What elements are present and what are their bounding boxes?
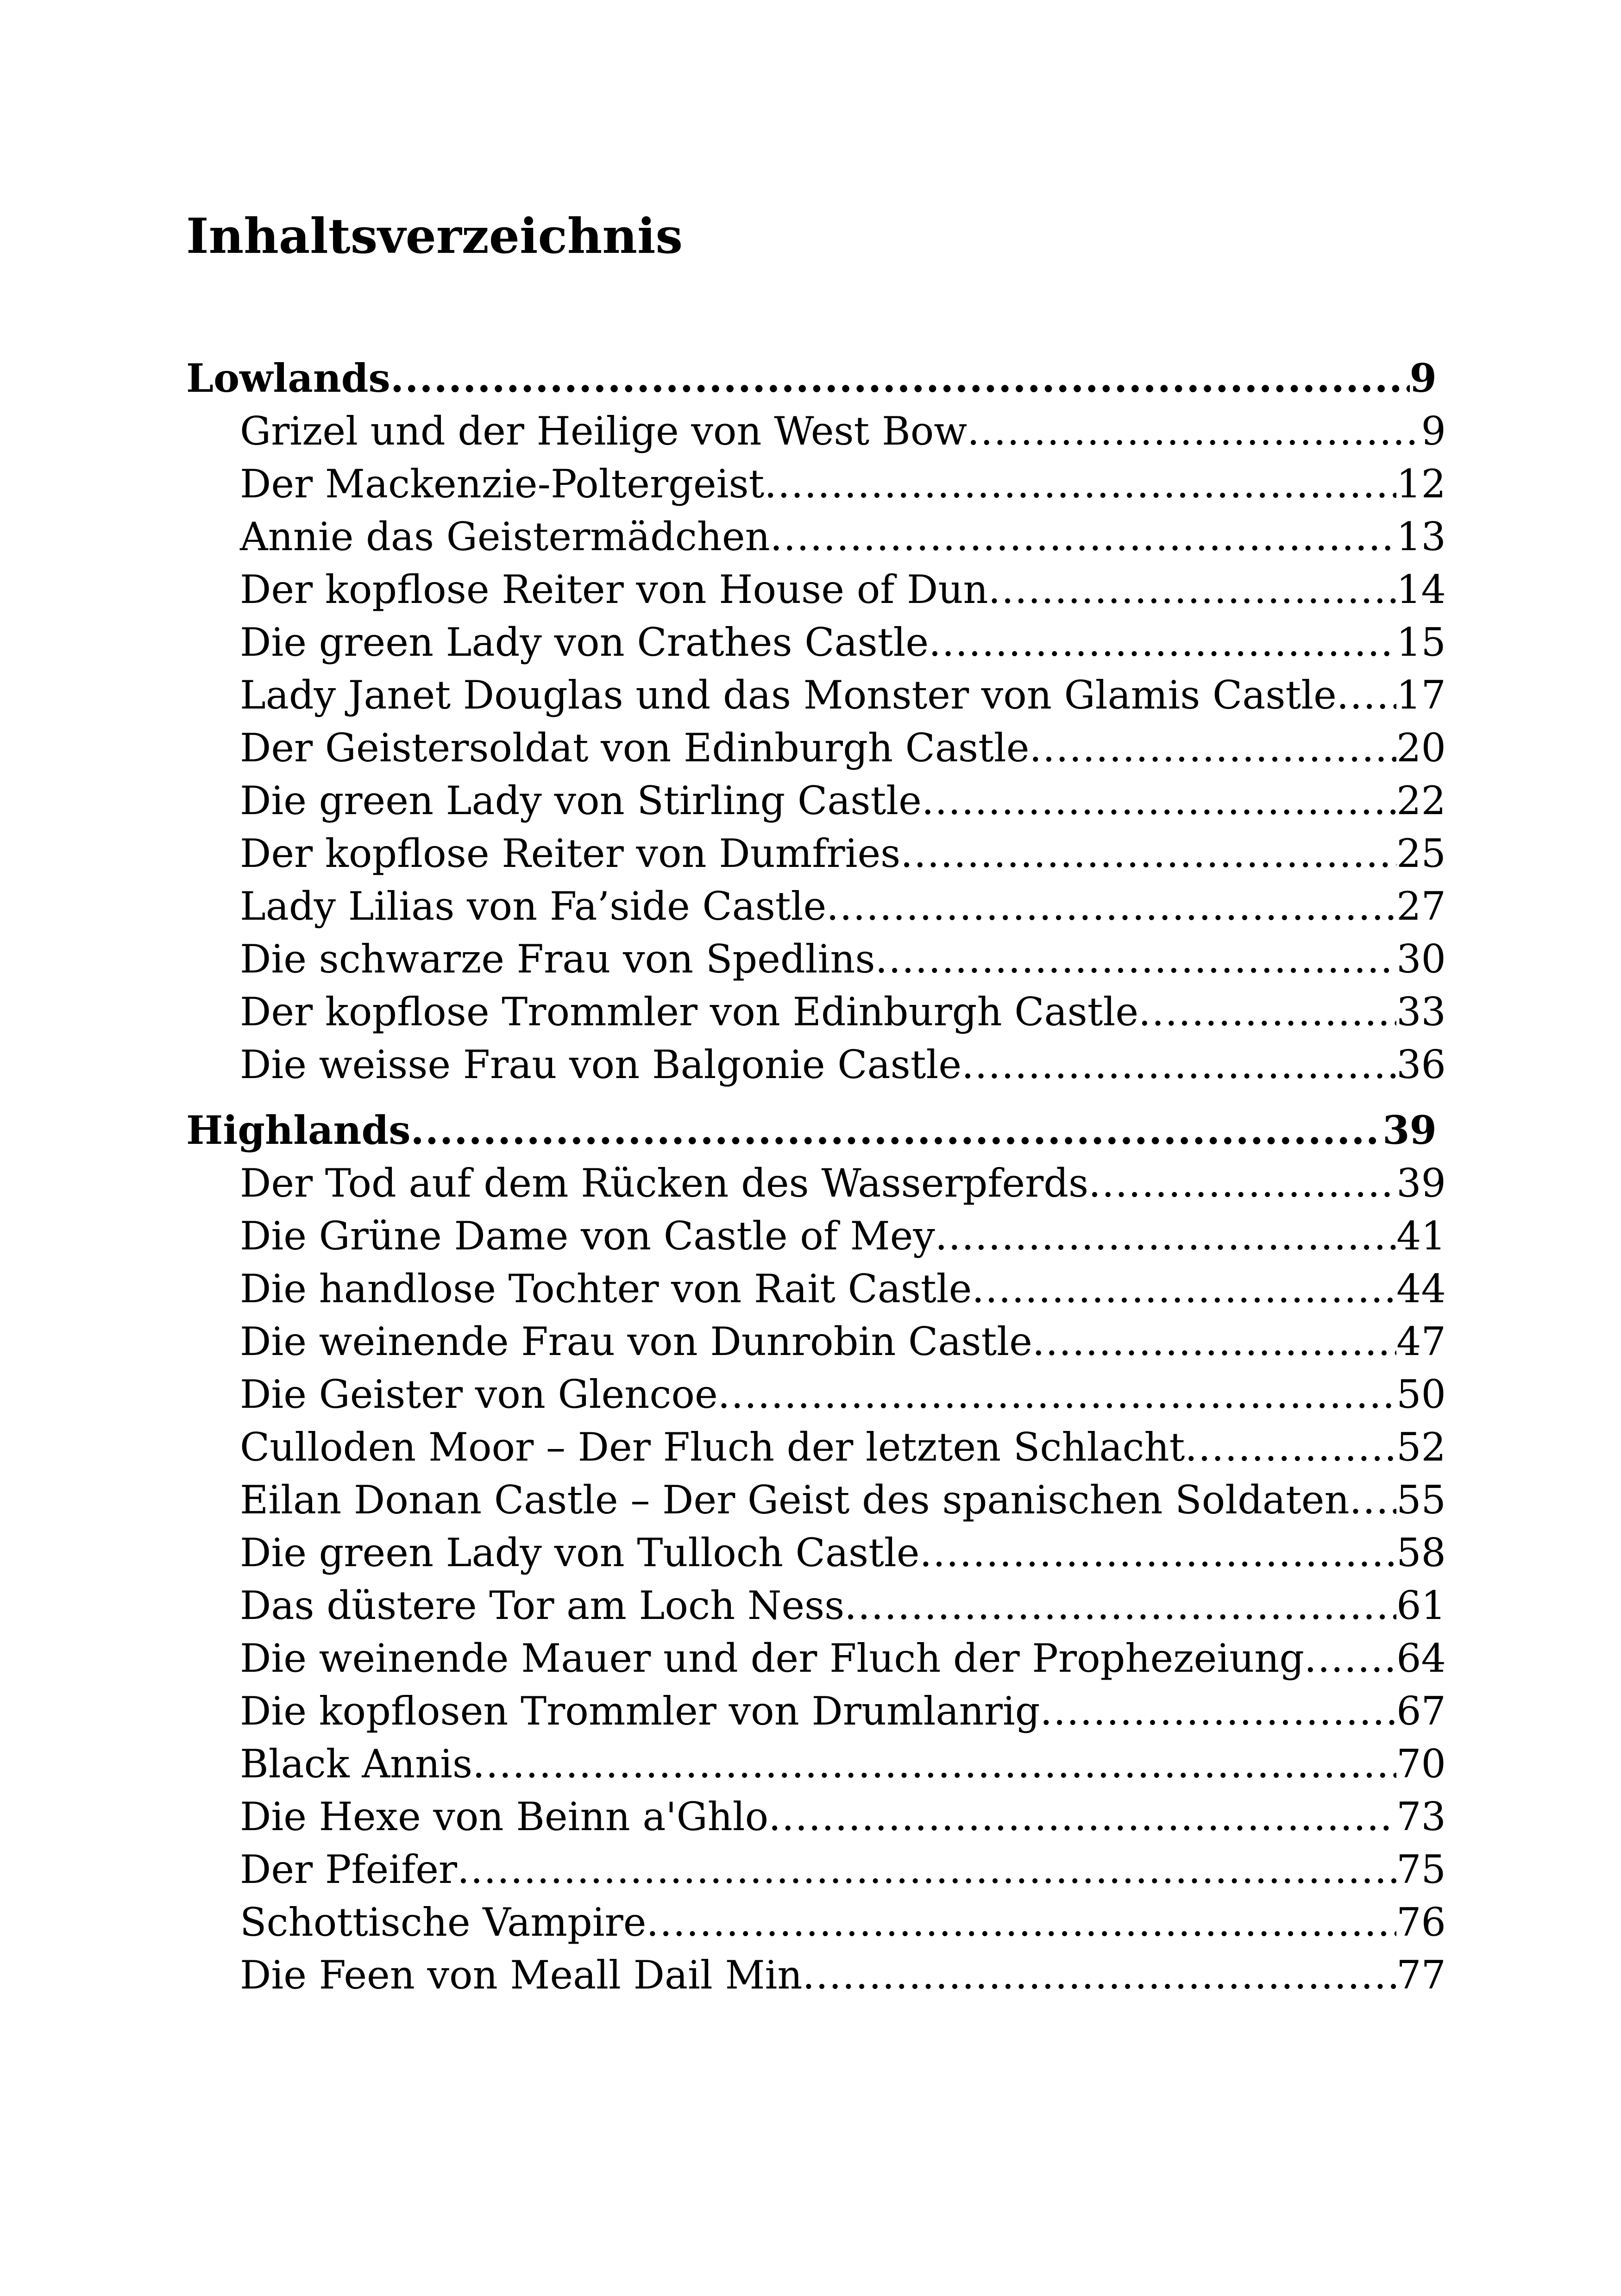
toc-entry-page: 77 <box>1396 1952 1446 1998</box>
toc-entry[interactable] <box>186 827 1446 880</box>
toc-entry[interactable] <box>186 774 1446 827</box>
toc-entry[interactable] <box>186 1685 1446 1738</box>
toc-entry-page: 52 <box>1396 1424 1446 1470</box>
toc-entry[interactable] <box>186 1368 1446 1421</box>
toc-section-heading[interactable] <box>186 352 1437 405</box>
section-page-number: 39 <box>1382 1107 1437 1153</box>
toc-entry[interactable] <box>186 669 1446 721</box>
toc-entry-title: Die weinende Mauer und der Fluch der Prophezeiung <box>240 1636 1305 1681</box>
dot-leader <box>967 405 1421 458</box>
dot-leader <box>988 563 1397 616</box>
toc-entry[interactable] <box>186 563 1446 616</box>
dot-leader <box>961 1038 1396 1091</box>
toc-entry-title: Die schwarze Frau von Spedlins <box>240 936 875 982</box>
dot-leader <box>770 510 1396 563</box>
toc-entry[interactable] <box>186 985 1446 1038</box>
toc-entry-title: Die Geister von Glencoe <box>240 1372 718 1417</box>
toc-entry-title: Der Pfeifer <box>240 1847 458 1892</box>
toc-entry[interactable] <box>186 721 1446 774</box>
toc-entry-page: 9 <box>1421 408 1446 454</box>
toc-entry-title: Eilan Donan Castle – Der Geist des spanischen Soldaten <box>240 1477 1350 1523</box>
toc-entry[interactable] <box>186 1632 1446 1685</box>
toc-entry-title: Der Tod auf dem Rücken des Wasserpferds <box>240 1161 1089 1206</box>
dot-leader <box>390 352 1410 405</box>
toc-entry-page: 58 <box>1396 1530 1446 1575</box>
dot-leader <box>922 774 1396 827</box>
toc-entry-title: Black Annis <box>240 1741 473 1787</box>
toc-entry[interactable] <box>186 1421 1446 1474</box>
toc-entry-title: Der Mackenzie-Poltergeist <box>240 461 765 507</box>
toc-entry[interactable] <box>186 933 1446 985</box>
toc-entry-title: Annie das Geistermädchen <box>240 514 770 559</box>
toc-entry[interactable] <box>186 1896 1446 1949</box>
dot-leader <box>1029 721 1396 774</box>
dot-leader <box>1032 1315 1396 1368</box>
table-of-contents <box>186 352 1446 2001</box>
toc-entry[interactable] <box>186 1315 1446 1368</box>
page-title: Inhaltsverzeichnis <box>186 207 683 264</box>
dot-leader <box>1337 669 1396 721</box>
toc-entry-page: 47 <box>1396 1319 1446 1364</box>
dot-leader <box>935 1210 1396 1262</box>
dot-leader <box>1350 1474 1397 1526</box>
toc-entry-page: 22 <box>1396 778 1446 823</box>
toc-entry-title: Die Hexe von Beinn a'Ghlo <box>240 1794 769 1839</box>
toc-entry-title: Die Grüne Dame von Castle of Mey <box>240 1213 935 1259</box>
toc-entry-page: 64 <box>1396 1636 1446 1681</box>
dot-leader <box>411 1104 1383 1157</box>
dot-leader <box>875 933 1397 985</box>
dot-leader <box>1088 1157 1396 1210</box>
toc-entry[interactable] <box>186 1210 1446 1262</box>
toc-entry-page: 39 <box>1396 1161 1446 1206</box>
toc-entry[interactable] <box>186 458 1446 510</box>
toc-entry[interactable] <box>186 880 1446 933</box>
toc-entry-page: 44 <box>1396 1266 1446 1311</box>
toc-entry-title: Die weinende Frau von Dunrobin Castle <box>240 1319 1032 1364</box>
dot-leader <box>802 1949 1396 2001</box>
toc-entry[interactable] <box>186 1579 1446 1632</box>
toc-entry-title: Grizel und der Heilige von West Bow <box>240 408 968 454</box>
toc-entry-page: 67 <box>1396 1688 1446 1734</box>
toc-entry-title: Die green Lady von Tulloch Castle <box>240 1530 920 1575</box>
toc-entry-page: 50 <box>1396 1372 1446 1417</box>
toc-entry-page: 75 <box>1396 1847 1446 1892</box>
toc-entry-page: 14 <box>1396 567 1446 612</box>
toc-entry-title: Lady Lilias von Fa’side Castle <box>240 884 827 929</box>
toc-entry-page: 12 <box>1396 461 1446 507</box>
dot-leader <box>972 1262 1396 1315</box>
toc-entry-page: 36 <box>1396 1042 1446 1087</box>
dot-leader <box>1138 985 1396 1038</box>
toc-entry-page: 27 <box>1396 884 1446 929</box>
toc-entry-title: Der kopflose Reiter von Dumfries <box>240 831 901 876</box>
dot-leader <box>1185 1421 1396 1474</box>
toc-entry-page: 55 <box>1396 1477 1446 1523</box>
toc-entry-title: Die weisse Frau von Balgonie Castle <box>240 1042 962 1087</box>
dot-leader <box>768 1790 1396 1843</box>
dot-leader <box>457 1843 1396 1896</box>
toc-entry[interactable] <box>186 1949 1446 2001</box>
toc-entry[interactable] <box>186 510 1446 563</box>
toc-entry-title: Die Feen von Meall Dail Min <box>240 1952 803 1998</box>
toc-entry-page: 17 <box>1396 672 1446 718</box>
dot-leader <box>764 458 1396 510</box>
section-heading-label: Highlands <box>186 1107 411 1153</box>
toc-entry[interactable] <box>186 1526 1446 1579</box>
toc-entry[interactable] <box>186 1843 1446 1896</box>
dot-leader <box>1304 1632 1396 1685</box>
toc-entry[interactable] <box>186 1157 1446 1210</box>
dot-leader <box>919 1526 1396 1579</box>
toc-entry-page: 61 <box>1396 1583 1446 1628</box>
toc-entry[interactable] <box>186 1738 1446 1790</box>
toc-entry-page: 76 <box>1396 1900 1446 1945</box>
toc-section-highlands <box>186 1104 1446 2001</box>
toc-entry-title: Das düstere Tor am Loch Ness <box>240 1583 845 1628</box>
toc-entry-page: 15 <box>1396 620 1446 665</box>
toc-entry-title: Lady Janet Douglas und das Monster von Glamis Castle <box>240 672 1337 718</box>
toc-entry-title: Die handlose Tochter von Rait Castle <box>240 1266 972 1311</box>
toc-entry-title: Der kopflose Trommler von Edinburgh Castle <box>240 989 1139 1035</box>
toc-entry-title: Der kopflose Reiter von House of Dun <box>240 567 988 612</box>
toc-entry-page: 70 <box>1396 1741 1446 1787</box>
dot-leader <box>718 1368 1396 1421</box>
section-page-number: 9 <box>1409 355 1437 401</box>
toc-entry-page: 41 <box>1396 1213 1446 1259</box>
toc-entry[interactable] <box>186 405 1446 458</box>
toc-entry-page: 20 <box>1396 725 1446 771</box>
toc-entry[interactable] <box>186 1038 1446 1091</box>
toc-entry-page: 73 <box>1396 1794 1446 1839</box>
toc-entry-title: Culloden Moor – Der Fluch der letzten Schlacht <box>240 1424 1185 1470</box>
toc-entry-page: 30 <box>1396 936 1446 982</box>
toc-entry-title: Der Geistersoldat von Edinburgh Castle <box>240 725 1030 771</box>
toc-entry-title: Die green Lady von Stirling Castle <box>240 778 922 823</box>
dot-leader <box>826 880 1396 933</box>
dot-leader <box>900 827 1396 880</box>
dot-leader <box>1040 1685 1397 1738</box>
toc-entry[interactable] <box>186 1790 1446 1843</box>
toc-entry-page: 13 <box>1396 514 1446 559</box>
toc-entry-page: 25 <box>1396 831 1446 876</box>
toc-entry-page: 33 <box>1396 989 1446 1035</box>
toc-entry[interactable] <box>186 1262 1446 1315</box>
toc-section-heading[interactable] <box>186 1104 1437 1157</box>
toc-section-lowlands <box>186 352 1446 1091</box>
toc-entry-title: Die kopflosen Trommler von Drumlanrig <box>240 1688 1040 1734</box>
toc-entry-title: Schottische Vampire <box>240 1900 647 1945</box>
toc-entry[interactable] <box>186 1474 1446 1526</box>
dot-leader <box>647 1896 1397 1949</box>
toc-entry-title: Die green Lady von Crathes Castle <box>240 620 929 665</box>
toc-entry[interactable] <box>186 616 1446 669</box>
dot-leader <box>472 1738 1396 1790</box>
dot-leader <box>844 1579 1396 1632</box>
section-heading-label: Lowlands <box>186 355 390 401</box>
dot-leader <box>929 616 1396 669</box>
